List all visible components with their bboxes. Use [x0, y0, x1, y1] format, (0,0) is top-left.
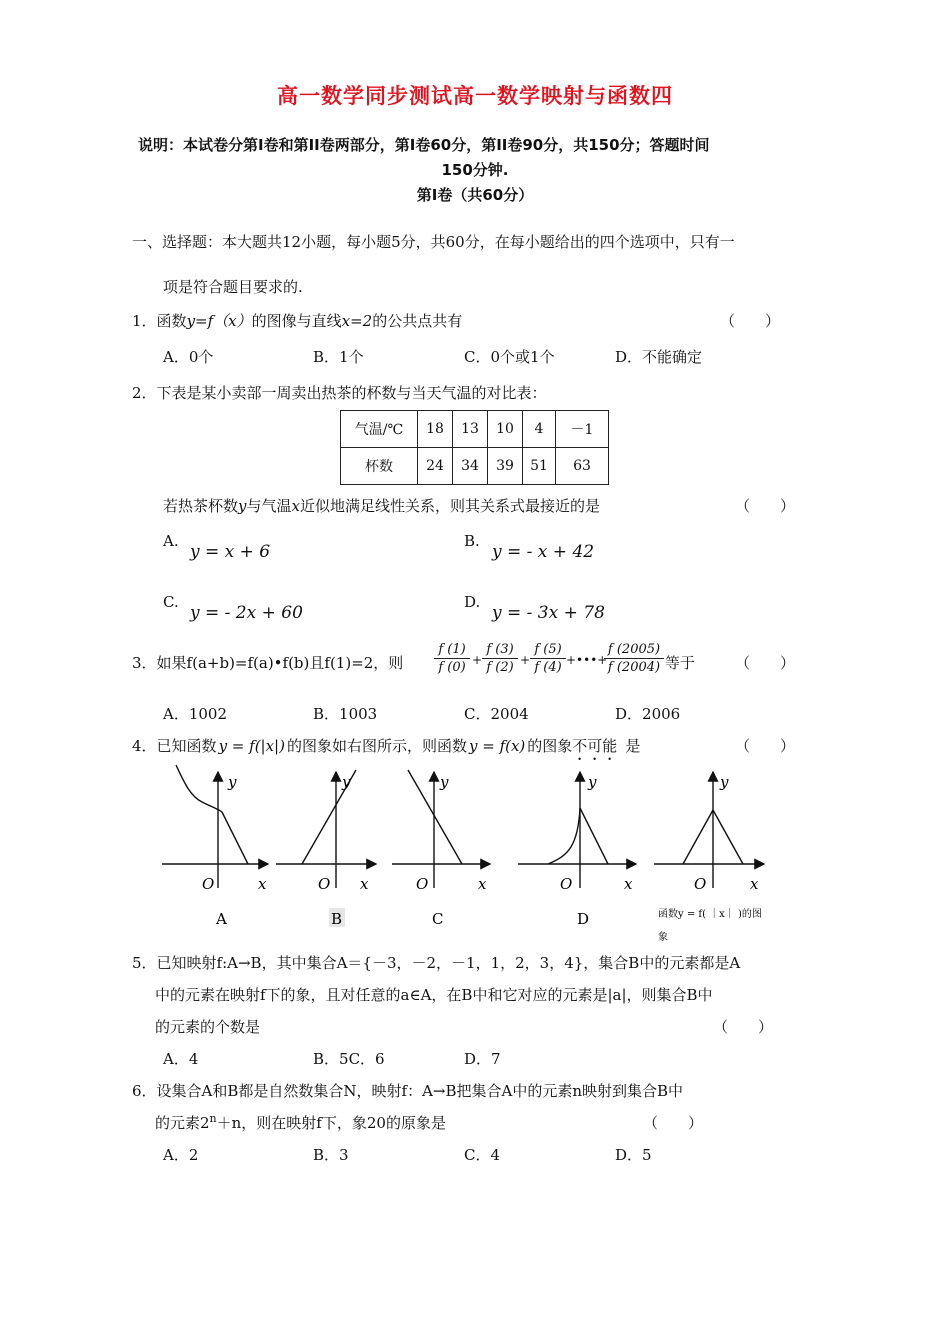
q1-option-b: B．1个: [313, 348, 364, 366]
q2-option-b-expr: y = - x + 42: [492, 542, 595, 562]
q2-option-d-expr: y = - 3x + 78: [492, 603, 605, 623]
q5-line2: 中的元素在映射f下的象，且对任意的a∈A，在B中和它对应的元素是|a|，则集合B中: [155, 986, 713, 1004]
table-cell: 51: [523, 448, 556, 485]
plus-sign: +: [472, 653, 483, 667]
q6-option-d: D．5: [615, 1146, 652, 1164]
section1-line2: 项是符合题目要求的.: [163, 278, 303, 296]
plus-sign: +: [520, 653, 531, 667]
q1-option-c: C．0个或1个: [464, 348, 555, 366]
graph-reference: [654, 772, 764, 888]
question-4: 4．已知函数 y = f(|x|) 的图象如右图所示，则函数 y = f(x) 的图象不可能 是: [132, 737, 641, 755]
answer-paren-q6: （ ）: [643, 1114, 704, 1132]
q3-tail: 等于: [665, 654, 696, 672]
fraction-2: $\frac{f (3)}{f (2)}$: [482, 642, 518, 675]
question-number: 1．: [132, 312, 157, 330]
q2-follow-text: 若热茶杯数y与气温x近似地满足线性关系，则其关系式最接近的是: [163, 497, 600, 515]
axis-y-label: y: [228, 773, 237, 791]
answer-paren-q5: （ ）: [713, 1018, 774, 1036]
q2-option-c-expr: y = - 2x + 60: [190, 603, 303, 623]
fraction-3: $\frac{f (5)}{f (4)}$: [530, 642, 566, 675]
axis-y-label: y: [720, 773, 729, 791]
axis-x-label: x: [624, 875, 633, 893]
row-header: 气温/℃: [341, 411, 418, 448]
intro-line1: 说明：本试卷分第Ⅰ卷和第II卷两部分，第Ⅰ卷60分，第II卷90分，共150分；答题时间: [138, 136, 710, 154]
question-number: 4．: [132, 737, 157, 755]
question-number: 3．: [132, 654, 157, 672]
answer-paren-q4: （ ）: [735, 737, 796, 755]
reference-caption-line2: 象: [658, 932, 668, 943]
table-cell: 10: [488, 411, 523, 448]
axis-y-label: y: [588, 773, 597, 791]
q2-option-b-label: B.: [464, 532, 480, 550]
intro-line2: 150分钟.: [441, 161, 509, 179]
row-header: 杯数: [341, 448, 418, 485]
q2-option-a-expr: y = x + 6: [190, 542, 271, 562]
table-cell: 39: [488, 448, 523, 485]
question-1: 1．函数y=f（x）的图像与直线x=2的公共点共有: [132, 312, 463, 330]
fraction-1: $\frac{f (1)}{f (0)}$: [434, 642, 470, 675]
axis-x-label: x: [360, 875, 369, 893]
table-row: [341, 448, 609, 485]
fraction-4: $\frac{f (2005)}{f (2004)}$: [604, 642, 664, 675]
q3-option-d: D．2006: [615, 705, 681, 723]
question-number: 5．: [132, 954, 157, 972]
q4-graphs: [150, 760, 790, 950]
q3-option-c: C．2004: [464, 705, 529, 723]
q1-option-d: D．不能确定: [615, 348, 703, 366]
q6-option-c: C．4: [464, 1146, 501, 1164]
origin-label: O: [416, 875, 429, 893]
question-number: 2．: [132, 384, 157, 402]
axis-x-label: x: [258, 875, 267, 893]
question-number: 6．: [132, 1082, 157, 1100]
temperature-cups-table: [340, 410, 609, 485]
table-cell: －1: [556, 411, 609, 448]
q5-option-bc: B．5C．6: [313, 1050, 385, 1068]
q1-option-a: A．0个: [163, 348, 214, 366]
origin-label: O: [318, 875, 331, 893]
origin-label: O: [560, 875, 573, 893]
reference-caption-line1: 函数y = f( ｜x｜ )的图: [658, 909, 762, 920]
q5-option-d: D．7: [464, 1050, 501, 1068]
answer-paren-q2: （ ）: [735, 497, 796, 515]
q5-option-a: A．4: [163, 1050, 199, 1068]
table-cell: 63: [556, 448, 609, 485]
question-5: 5．已知映射f:A→B，其中集合A＝{－3，－2，－1，1，2，3，4}，集合B中的元素都是A: [132, 954, 741, 972]
axis-x-label: x: [750, 875, 759, 893]
axis-x-label: x: [478, 875, 487, 893]
axis-y-label: y: [342, 773, 351, 791]
answer-paren-q3: （ ）: [735, 654, 796, 672]
q2-option-d-label: D.: [464, 593, 481, 611]
emphasized-text: 不可能: [572, 737, 618, 755]
q2-option-a-label: A.: [163, 532, 179, 550]
q2-option-c-label: C.: [163, 593, 179, 611]
graph-label-a: A: [216, 910, 227, 928]
part1-heading: 第Ⅰ卷（共60分）: [416, 186, 534, 204]
q6-option-a: A．2: [163, 1146, 199, 1164]
q6-option-b: B．3: [313, 1146, 349, 1164]
q5-line3: 的元素的个数是: [155, 1018, 261, 1036]
graph-label-b: B: [331, 910, 343, 928]
section1-line1: 一、选择题：本大题共12小题，每小题5分，共60分，在每小题给出的四个选项中，只有一: [132, 233, 735, 251]
table-cell: 4: [523, 411, 556, 448]
table-cell: 18: [418, 411, 453, 448]
answer-paren-q1: （ ）: [720, 312, 781, 330]
q3-option-a: A．1002: [163, 705, 228, 723]
origin-label: O: [202, 875, 215, 893]
axis-y-label: y: [440, 773, 449, 791]
graph-label-d: D: [577, 910, 590, 928]
graph-b: [276, 770, 376, 888]
origin-label: O: [694, 875, 707, 893]
question-2: 2．下表是某小卖部一周卖出热茶的杯数与当天气温的对比表：: [132, 384, 547, 402]
q3-option-b: B．1003: [313, 705, 378, 723]
graph-label-c: C: [432, 910, 444, 928]
q6-line2: 的元素$2^n+n$，则在映射f下，象20的原象是: [155, 1112, 446, 1132]
question-6: 6．设集合A和B都是自然数集合N，映射f：A→B把集合A中的元素n映射到集合B中: [132, 1082, 684, 1100]
table-cell: 24: [418, 448, 453, 485]
table-cell: 13: [453, 411, 488, 448]
question-3: 3．如果f(a+b)=f(a)•f(b)且f(1)=2，则: [132, 654, 404, 672]
table-cell: 34: [453, 448, 488, 485]
ellipsis-sum: +•••+: [566, 653, 608, 667]
graph-d: [518, 772, 636, 888]
graph-a: [162, 765, 268, 888]
table-row: [341, 411, 609, 448]
page-title: 高一数学同步测试高一数学映射与函数四: [277, 84, 673, 108]
